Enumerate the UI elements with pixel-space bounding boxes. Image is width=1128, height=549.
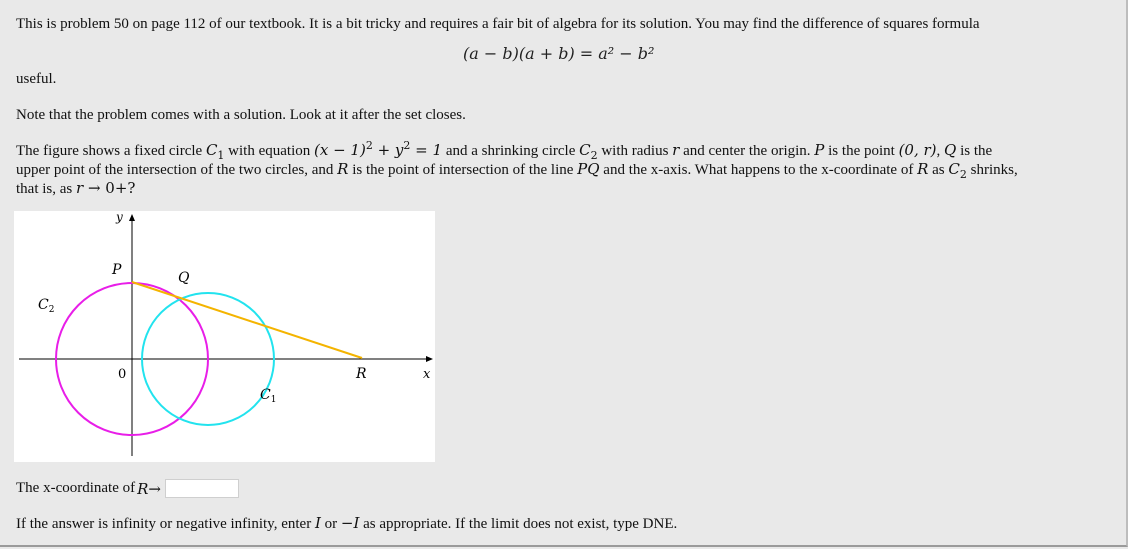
label-c2-letter: C [38,297,49,313]
problem-text: and a shrinking circle [442,143,580,159]
label-c1 [260,387,276,405]
answer-input[interactable] [165,479,239,498]
label-c1-letter: C [260,387,271,403]
problem-text: with radius [597,143,673,159]
answer-label: The x-coordinate of [16,480,136,496]
problem-text: upper point of the intersection of the two circles, and [16,162,338,178]
problem-text: with equation [224,143,314,159]
label-y: y [116,211,123,224]
label-c2 [38,297,54,315]
q-symbol: Q [944,141,957,159]
instructions-line [16,514,677,533]
p-symbol: P [814,141,825,159]
answer-row [16,479,239,498]
label-x: x [423,367,431,382]
r-point-symbol: R [337,160,349,178]
problem-text: , [936,143,945,159]
line-pr [132,282,362,358]
problem-text: is the point of intersection of the line [348,162,578,178]
neg-infinity-symbol: −I [340,514,360,532]
instructions-text: as appropriate. If the limit does not exist, type DNE. [359,516,678,532]
limit-arrow: → 0+? [83,179,136,197]
infinity-symbol-i: I [314,514,321,532]
label-q: Q [178,270,190,286]
label-c1-subscript: 1 [270,395,277,405]
c2-symbol: C [948,160,960,178]
label-c2-subscript: 2 [48,305,55,315]
equation-exponent: 2 [403,139,411,152]
instructions-text: If the answer is infinity or negative infinity, enter [16,516,315,532]
equation-part: (x − 1) [314,141,366,159]
c1-subscript: 1 [217,149,225,162]
problem-text: The figure shows a fixed circle [16,143,206,159]
c1-symbol: C [205,141,218,159]
instructions-text: or [320,516,341,532]
c2-subscript: 2 [959,168,967,181]
answer-r-symbol: R [137,479,149,498]
intro-useful: useful. [16,71,57,87]
equation-exponent: 2 [365,139,373,152]
note-text: Note that the problem comes with a solution. Look at it after the set closes. [16,107,466,123]
pq-symbol: PQ [577,160,600,178]
c2-symbol: C [579,141,591,159]
problem-text: and center the origin. [679,143,815,159]
c2-subscript: 2 [590,149,598,162]
equation [314,141,442,159]
problem-text: as [928,162,949,178]
problem-text: shrinks, [966,162,1018,178]
problem-text: is the point [824,143,899,159]
label-p: P [112,262,122,278]
problem-line-2 [16,160,1018,179]
figure-svg [14,211,435,462]
r-point-symbol: R [917,160,929,178]
problem-text: that is, as [16,181,76,197]
equation-part: = 1 [410,141,443,159]
answer-arrow: → [148,479,161,498]
problem-figure [14,211,435,462]
r-symbol: r [76,179,84,197]
problem-line-3 [16,179,135,198]
problem-line-1 [16,141,992,160]
problem-text: is the [956,143,993,159]
label-origin: 0 [118,367,127,382]
intro-text: This is problem 50 on page 112 of our textbook. It is a bit tricky and requires a fair bit of algebra for its solution. You may find the difference of squares formula [16,16,980,32]
problem-text: and the x-axis. What happens to the x-coordinate of [599,162,918,178]
point-p: (0, r) [898,141,937,159]
difference-of-squares-formula: (a − b)(a + b) = a² − b² [463,44,655,63]
equation-part: + y [372,141,404,159]
label-r: R [356,366,367,382]
r-symbol: r [672,141,680,159]
